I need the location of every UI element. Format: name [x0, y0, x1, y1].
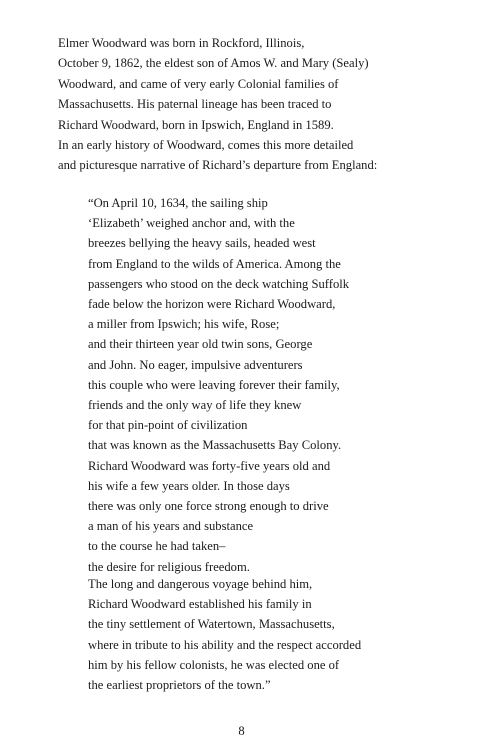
intro-line: and picturesque narrative of Richard’s departure from England:: [58, 158, 378, 173]
quote-line: his wife a few years older. In those days: [88, 478, 290, 493]
quote-paragraph-1: [88, 193, 478, 577]
quote-paragraph-2: [88, 574, 478, 695]
quote-line: Richard Woodward was forty-five years old and: [88, 458, 331, 473]
intro-line: Woodward, and came of very early Colonial families of: [58, 76, 339, 91]
quote-line: the desire for religious freedom.: [88, 559, 250, 574]
intro-line: October 9, 1862, the eldest son of Amos W. and Mary (Sealy): [58, 56, 369, 71]
quote-line: friends and the only way of life they knew: [88, 398, 302, 413]
quote-line: the earliest proprietors of the town.”: [88, 678, 271, 693]
quote-line: breezes bellying the heavy sails, headed west: [88, 236, 316, 251]
intro-line: In an early history of Woodward, comes this more detailed: [58, 138, 354, 153]
quote-line: a man of his years and substance: [88, 519, 254, 534]
quote-line: from England to the wilds of America. Among the: [88, 256, 341, 271]
quote-line: for that pin-point of civilization: [88, 418, 248, 433]
quote-line: and their thirteen year old twin sons, George: [88, 337, 313, 352]
quote-line: a miller from Ipswich; his wife, Rose;: [88, 317, 280, 332]
quote-line: The long and dangerous voyage behind him,: [88, 577, 313, 591]
quote-line: him by his fellow colonists, he was elected one of: [88, 657, 340, 672]
intro-line: Massachusetts. His paternal lineage has been traced to: [58, 97, 332, 112]
quote-line: “On April 10, 1634, the sailing ship: [88, 196, 268, 210]
intro-paragraph: [58, 33, 478, 176]
intro-line: Richard Woodward, born in Ipswich, England in 1589.: [58, 117, 334, 132]
quote-line: this couple who were leaving forever their family,: [88, 377, 340, 392]
intro-line: Elmer Woodward was born in Rockford, Illinois,: [58, 36, 305, 50]
quote-line: to the course he had taken–: [88, 539, 226, 554]
quote-line: that was known as the Massachusetts Bay Colony.: [88, 438, 342, 453]
quote-line: passengers who stood on the deck watching Suffolk: [88, 276, 350, 291]
quote-line: where in tribute to his ability and the respect accorded: [88, 637, 362, 652]
quote-line: fade below the horizon were Richard Woodward,: [88, 297, 336, 312]
quote-line: there was only one force strong enough to drive: [88, 499, 329, 514]
quote-line: Richard Woodward established his family in: [88, 597, 312, 612]
quote-line: and John. No eager, impulsive adventurers: [88, 357, 303, 372]
page-number: 8: [238, 724, 245, 738]
quote-line: the tiny settlement of Watertown, Massachusetts,: [88, 617, 335, 632]
quote-line: ‘Elizabeth’ weighed anchor and, with the: [88, 216, 295, 231]
